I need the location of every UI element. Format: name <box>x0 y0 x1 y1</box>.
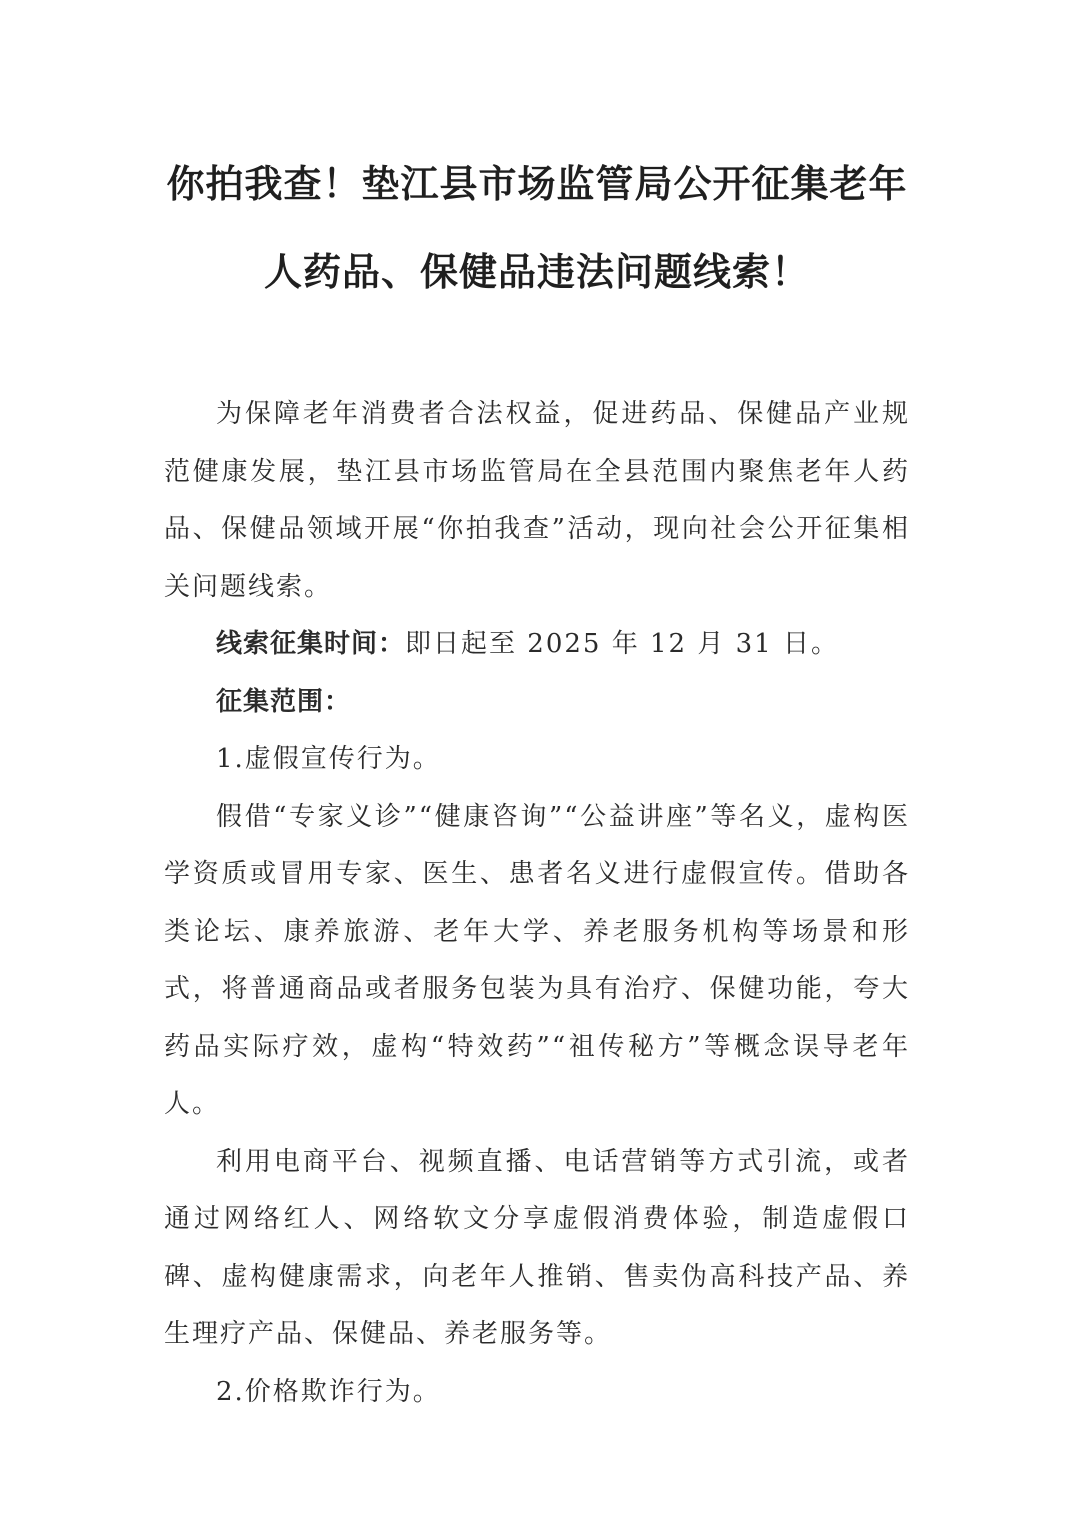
collection-time-label: 线索征集时间： <box>216 629 406 659</box>
document-title <box>164 140 910 316</box>
collection-time-paragraph <box>164 616 910 674</box>
scope-label: 征集范围： <box>216 686 352 717</box>
document-body <box>164 386 910 1421</box>
title-line-2: 人药品、保健品违法问题线索！ <box>263 249 810 294</box>
scope-paragraph <box>164 674 910 732</box>
intro-paragraph: 为保障老年消费者合法权益，促进药品、保健品产业规范健康发展，垫江县市场监管局在全县范围内聚焦老年人药品、保健品领域开展“你拍我查”活动，现向社会公开征集相关问题线索。 <box>164 399 910 602</box>
collection-time-value: 即日起至 2025 年 12 月 31 日。 <box>405 629 839 659</box>
item1-heading: 1.虚假宣传行为。 <box>216 744 441 774</box>
title-line-1: 你拍我查！垫江县市场监管局公开征集老年 <box>166 161 908 206</box>
item1-paragraph-1: 假借“专家义诊”“健康咨询”“公益讲座”等名义，虚构医学资质或冒用专家、医生、患者名义进行虚假宣传。借助各类论坛、康养旅游、老年大学、养老服务机构等场景和形式，将普通商品或者服务包装为具有治疗、保健功能，夸大药品实际疗效，虚构“特效药”“祖传秘方”等概念误导老年人。 <box>164 801 910 1119</box>
item1-paragraph-2: 利用电商平台、视频直播、电话营销等方式引流，或者通过网络红人、网络软文分享虚假消费体验，制造虚假口碑、虚构健康需求，向老年人推销、售卖伪高科技产品、养生理疗产品、保健品、养老服务等。 <box>164 1146 910 1349</box>
item2-heading: 2.价格欺诈行为。 <box>216 1376 441 1407</box>
